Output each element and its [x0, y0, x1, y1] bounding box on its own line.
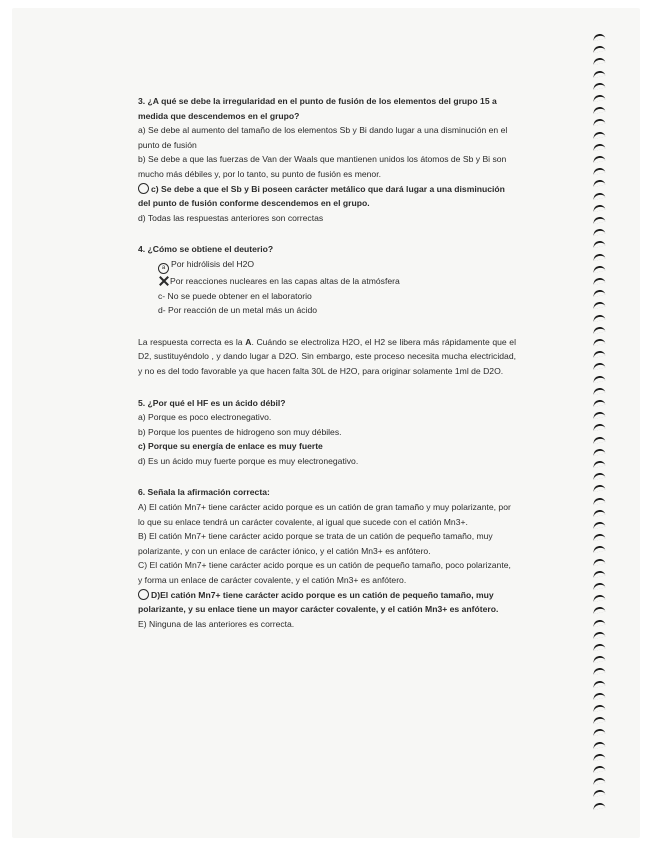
binding-ring	[593, 557, 606, 565]
question-4-option-a-text: Por hidrólisis del H2O	[171, 258, 255, 269]
binding-ring	[593, 740, 606, 748]
spiral-binding	[593, 34, 609, 824]
binding-ring	[593, 606, 606, 614]
binding-ring	[593, 338, 606, 346]
binding-ring	[593, 509, 606, 517]
handwritten-circle-mark	[138, 589, 149, 600]
binding-ring	[593, 82, 606, 90]
explanation-answer: A	[245, 336, 252, 347]
binding-ring	[593, 692, 606, 700]
binding-ring	[593, 45, 606, 53]
binding-ring	[593, 362, 606, 370]
binding-ring	[593, 728, 606, 736]
binding-ring	[593, 594, 606, 602]
binding-ring	[593, 570, 606, 578]
binding-ring	[593, 289, 606, 297]
binding-ring	[593, 228, 606, 236]
question-6	[138, 485, 516, 631]
question-5-option-d: d) Es un ácido muy fuerte porque es muy electronegativo.	[138, 455, 359, 466]
binding-ring	[593, 655, 606, 663]
question-4-option-c: c- No se puede obtener en el laboratorio	[158, 290, 312, 301]
question-6-option-e: E) Ninguna de las anteriores es correcta.	[138, 618, 295, 629]
binding-ring	[593, 350, 606, 358]
question-3-title: 3. ¿A qué se debe la irregularidad en el punto de fusión de los elementos del grupo 15 a medida que descendemos en el grupo?	[138, 96, 497, 121]
binding-ring	[593, 216, 606, 224]
document-content	[138, 94, 516, 648]
binding-ring	[593, 631, 606, 639]
handwritten-circle-mark	[138, 183, 149, 194]
binding-ring	[593, 484, 606, 492]
binding-ring	[593, 252, 606, 260]
question-6-option-d-text: El catión Mn7+ tiene carácter acido porque es un catión de pequeño tamaño, muy polarizante, y su enlace tiene un mayor carácter covalente, y el catión Mn3+ es anfótero.	[138, 589, 499, 615]
question-3-option-c	[138, 182, 516, 211]
binding-ring	[593, 753, 606, 761]
binding-ring	[593, 57, 606, 65]
handwritten-circle-mark	[158, 263, 169, 274]
binding-ring	[593, 204, 606, 212]
binding-ring	[593, 448, 606, 456]
binding-ring	[593, 533, 606, 541]
binding-ring	[593, 496, 606, 504]
binding-ring	[593, 618, 606, 626]
binding-ring	[593, 411, 606, 419]
binding-ring	[593, 521, 606, 529]
binding-ring	[593, 765, 606, 773]
question-4-option-b-text: Por reacciones nucleares en las capas altas de la atmósfera	[170, 275, 400, 286]
binding-ring	[593, 277, 606, 285]
binding-ring	[593, 423, 606, 431]
question-6-option-b: B) El catión Mn7+ tiene carácter acido porque se trata de un catión de pequeño tamaño, muy polarizante, y con un enlace de carácter iónico, y el catión Mn3+ es anfótero.	[138, 531, 493, 556]
binding-ring	[593, 94, 606, 102]
binding-ring	[593, 399, 606, 407]
binding-ring	[593, 679, 606, 687]
binding-ring	[593, 667, 606, 675]
question-3-option-a: a) Se debe al aumento del tamaño de los elementos Sb y Bi dando lugar a una disminución en el punto de fusión	[138, 125, 508, 150]
question-6-option-c: C) El catión Mn7+ tiene carácter acido porque es un catión de pequeño tamaño, poco polarizante, y forma un enlace de carácter covalente, y el catión Mn3+ es anfótero.	[138, 560, 511, 586]
binding-ring	[593, 643, 606, 651]
question-4-option-a-letter: a	[161, 264, 166, 271]
binding-ring	[593, 582, 606, 590]
binding-ring	[593, 106, 606, 114]
question-6-option-d-letter: D)	[151, 589, 161, 600]
binding-ring	[593, 435, 606, 443]
question-5-option-b: b) Porque los puentes de hidrogeno son muy débiles.	[138, 426, 342, 437]
handwritten-cross-mark	[158, 276, 169, 286]
binding-ring	[593, 777, 606, 785]
question-3	[138, 94, 516, 225]
question-5-option-c: c) Porque su energía de enlace es muy fuerte	[138, 441, 323, 452]
explanation-paragraph	[138, 335, 516, 379]
question-5-title: 5. ¿Por qué el HF es un ácido débil?	[138, 397, 286, 408]
question-4-option-b	[138, 274, 516, 289]
binding-ring	[593, 704, 606, 712]
question-3-option-d: d) Todas las respuestas anteriores son correctas	[138, 212, 324, 223]
binding-ring	[593, 716, 606, 724]
binding-ring	[593, 460, 606, 468]
binding-ring	[593, 143, 606, 151]
binding-ring	[593, 155, 606, 163]
explanation-rest: . Cuándo se electroliza H2O, el H2 se libera más rápidamente que el D2, sustituyéndolo , y dando lugar a D2O. Sin embargo, este proceso necesita mucha electricidad, y no es del todo favorable ya que hacen falta 30L de H2O, para originar solamente 1ml de D2O.	[138, 336, 516, 376]
binding-ring	[593, 301, 606, 309]
question-4	[138, 242, 516, 317]
binding-ring	[593, 118, 606, 126]
question-3-option-c-text: Se debe a que el Sb y Bi poseen carácter metálico que dará lugar a una disminución del punto de fusión conforme descendemos en el grupo.	[138, 183, 505, 209]
binding-ring	[593, 387, 606, 395]
binding-ring	[593, 313, 606, 321]
question-3-option-c-letter: c)	[151, 183, 159, 194]
question-6-option-d	[138, 588, 516, 617]
question-4-option-a	[138, 257, 516, 274]
binding-ring	[593, 326, 606, 334]
question-6-title: 6. Señala la afirmación correcta:	[138, 487, 270, 498]
question-4-option-d: d- Por reacción de un metal más un ácido	[158, 305, 318, 316]
binding-ring	[593, 191, 606, 199]
explanation-lead: La respuesta correcta es la	[138, 336, 246, 347]
question-5-option-a: a) Porque es poco electronegativo.	[138, 412, 272, 423]
binding-ring	[593, 789, 606, 797]
binding-ring	[593, 265, 606, 273]
question-4-title: 4. ¿Cómo se obtiene el deuterio?	[138, 244, 274, 255]
binding-ring	[593, 130, 606, 138]
binding-ring	[593, 545, 606, 553]
binding-ring	[593, 801, 606, 809]
question-3-option-b: b) Se debe a que las fuerzas de Van der Waals que mantienen unidos los átomos de Sb y Bi son mucho más débiles y, por lo tanto, su punto de fusión es menor.	[138, 154, 507, 179]
binding-ring	[593, 179, 606, 187]
binding-ring	[593, 69, 606, 77]
binding-ring	[593, 374, 606, 382]
binding-ring	[593, 472, 606, 480]
binding-ring	[593, 167, 606, 175]
binding-ring	[593, 240, 606, 248]
question-5	[138, 396, 516, 469]
question-6-option-a: A) El catión Mn7+ tiene carácter acido porque es un catión de gran tamaño y muy polarizante, por lo que su enlace tendrá un carácter covalente, al igual que sucede con el catión Mn3+.	[138, 502, 511, 527]
binding-ring	[593, 33, 606, 41]
